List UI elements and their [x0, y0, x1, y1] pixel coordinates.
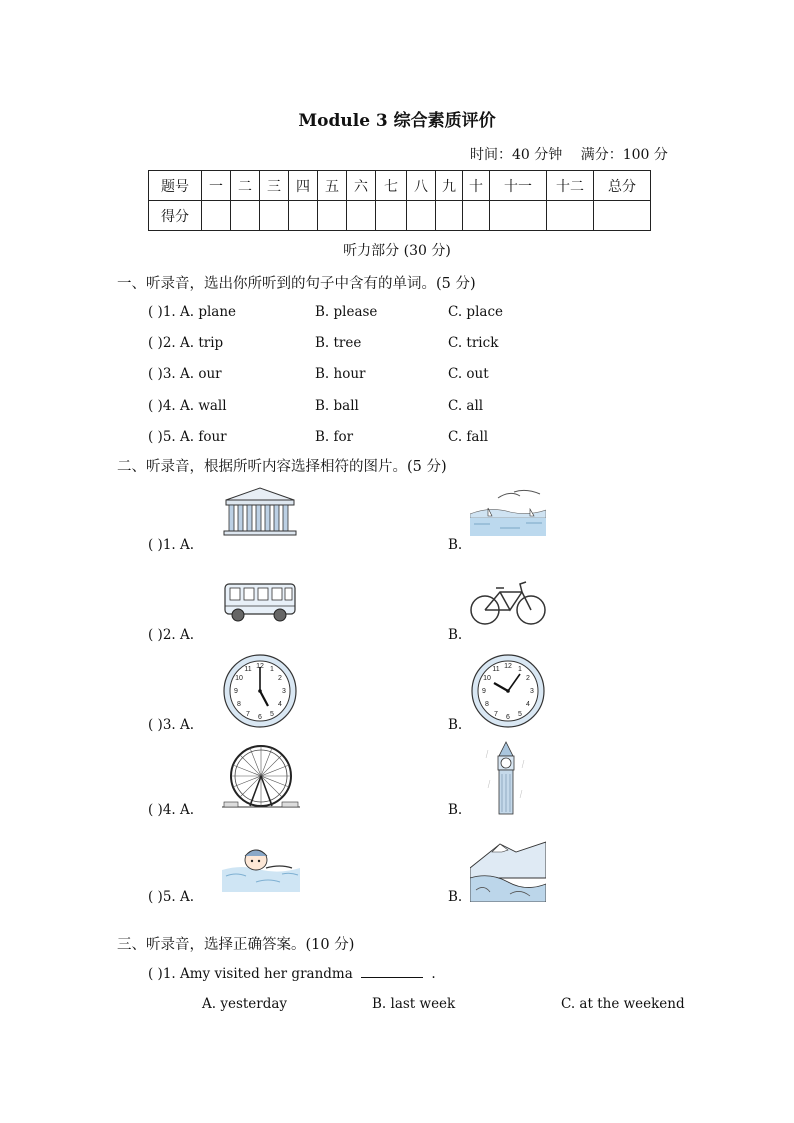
clock-five-icon: [222, 653, 298, 729]
s3-q1-end: .: [431, 966, 436, 982]
listening-heading: 听力部分 (30 分): [343, 243, 451, 259]
score-cell[interactable]: [289, 201, 318, 231]
exam-meta: [470, 144, 682, 164]
svg-text:11: 11: [244, 666, 252, 673]
s2-q4-a: ( )4. A.: [148, 802, 195, 818]
museum-icon: [222, 486, 298, 538]
score-col: 十一: [490, 171, 547, 201]
s1-q5-c: C. fall: [448, 429, 489, 445]
score-cell[interactable]: [376, 201, 407, 231]
svg-text:4: 4: [278, 701, 282, 708]
score-col: 四: [289, 171, 318, 201]
s3-q1-option-b: B. last week: [372, 996, 456, 1012]
score-cell[interactable]: [594, 201, 651, 231]
mountain-icon: [470, 838, 546, 902]
svg-text:12: 12: [504, 663, 512, 670]
s3-q1: [148, 965, 436, 982]
svg-text:12: 12: [256, 663, 264, 670]
score-cell[interactable]: [260, 201, 289, 231]
svg-text:9: 9: [234, 688, 238, 695]
s1-q2-c: C. trick: [448, 335, 499, 351]
svg-text:7: 7: [246, 711, 250, 718]
time-limit: 时间：40 分钟: [470, 147, 563, 163]
s1-q4-b: B. ball: [315, 398, 359, 414]
score-table: [148, 170, 651, 231]
s1-q5-b: B. for: [315, 429, 354, 445]
score-cell[interactable]: [463, 201, 490, 231]
s1-q1-b: B. please: [315, 304, 378, 320]
s2-q4-b: B.: [448, 802, 463, 818]
svg-text:5: 5: [518, 711, 522, 718]
score-col: 六: [347, 171, 376, 201]
score-cell[interactable]: [436, 201, 463, 231]
svg-text:9: 9: [482, 688, 486, 695]
svg-text:3: 3: [530, 688, 534, 695]
svg-text:10: 10: [235, 675, 243, 682]
s2-q1-b: B.: [448, 537, 463, 553]
s2-q5-b: B.: [448, 889, 463, 905]
full-score: 满分：100 分: [580, 147, 668, 163]
score-table-header-row: [149, 171, 651, 201]
section2-heading: 二、听录音，根据所听内容选择相符的图片。(5 分): [117, 459, 447, 475]
s3-q1-option-a: A. yesterday: [202, 996, 288, 1012]
score-col: 十二: [547, 171, 594, 201]
s1-q1-c: C. place: [448, 304, 503, 320]
s2-q5-a: ( )5. A.: [148, 889, 195, 905]
section3-heading: 三、听录音，选择正确答案。(10 分): [117, 937, 355, 953]
s2-q1-a: ( )1. A.: [148, 537, 195, 553]
svg-text:3: 3: [282, 688, 286, 695]
svg-text:5: 5: [270, 711, 274, 718]
score-table-score-row: [149, 201, 651, 231]
svg-text:11: 11: [492, 666, 500, 673]
score-col: 五: [318, 171, 347, 201]
svg-text:6: 6: [258, 714, 262, 721]
s1-q3-c: C. out: [448, 366, 489, 382]
svg-text:8: 8: [237, 701, 241, 708]
score-col: 三: [260, 171, 289, 201]
score-cell[interactable]: [202, 201, 231, 231]
score-col: 七: [376, 171, 407, 201]
score-cell[interactable]: [547, 201, 594, 231]
svg-text:2: 2: [526, 675, 530, 682]
s1-q4-c: C. all: [448, 398, 484, 414]
s1-q5-a: ( )5. A. four: [148, 429, 227, 445]
score-col: 二: [231, 171, 260, 201]
svg-text:1: 1: [270, 666, 274, 673]
score-col: 一: [202, 171, 231, 201]
swimmer-icon: [222, 842, 300, 892]
score-cell[interactable]: [318, 201, 347, 231]
section1-heading: 一、听录音，选出你所听到的句子中含有的单词。(5 分): [117, 276, 476, 292]
ferris-wheel-icon: [222, 744, 300, 812]
score-table-row-label: 得分: [149, 201, 202, 231]
score-col: 总分: [594, 171, 651, 201]
score-col: 八: [407, 171, 436, 201]
svg-text:10: 10: [483, 675, 491, 682]
s1-q2-b: B. tree: [315, 335, 362, 351]
s2-q3-a: ( )3. A.: [148, 717, 195, 733]
svg-text:8: 8: [485, 701, 489, 708]
s1-q4-a: ( )4. A. wall: [148, 398, 227, 414]
score-table-header-label: 题号: [149, 171, 202, 201]
s2-q3-b: B.: [448, 717, 463, 733]
score-col: 十: [463, 171, 490, 201]
svg-text:6: 6: [506, 714, 510, 721]
s1-q3-b: B. hour: [315, 366, 366, 382]
svg-text:1: 1: [518, 666, 522, 673]
lake-icon: [470, 488, 546, 536]
svg-text:2: 2: [278, 675, 282, 682]
s3-q1-option-c: C. at the weekend: [561, 996, 685, 1012]
score-cell[interactable]: [231, 201, 260, 231]
s1-q3-a: ( )3. A. our: [148, 366, 222, 382]
score-cell[interactable]: [407, 201, 436, 231]
score-cell[interactable]: [347, 201, 376, 231]
score-cell[interactable]: [490, 201, 547, 231]
s1-q1-a: ( )1. A. plane: [148, 304, 237, 320]
svg-text:7: 7: [494, 711, 498, 718]
svg-text:4: 4: [526, 701, 530, 708]
s2-q2-b: B.: [448, 627, 463, 643]
s3-q1-text: ( )1. Amy visited her grandma: [148, 966, 353, 982]
clock-ten-icon: [470, 653, 546, 729]
page-title: Module 3 综合素质评价: [298, 111, 496, 131]
answer-blank[interactable]: [361, 965, 423, 978]
bicycle-icon: [468, 574, 548, 628]
bus-icon: [222, 578, 298, 624]
big-ben-icon: [484, 740, 528, 816]
score-col: 九: [436, 171, 463, 201]
s1-q2-a: ( )2. A. trip: [148, 335, 224, 351]
s2-q2-a: ( )2. A.: [148, 627, 195, 643]
